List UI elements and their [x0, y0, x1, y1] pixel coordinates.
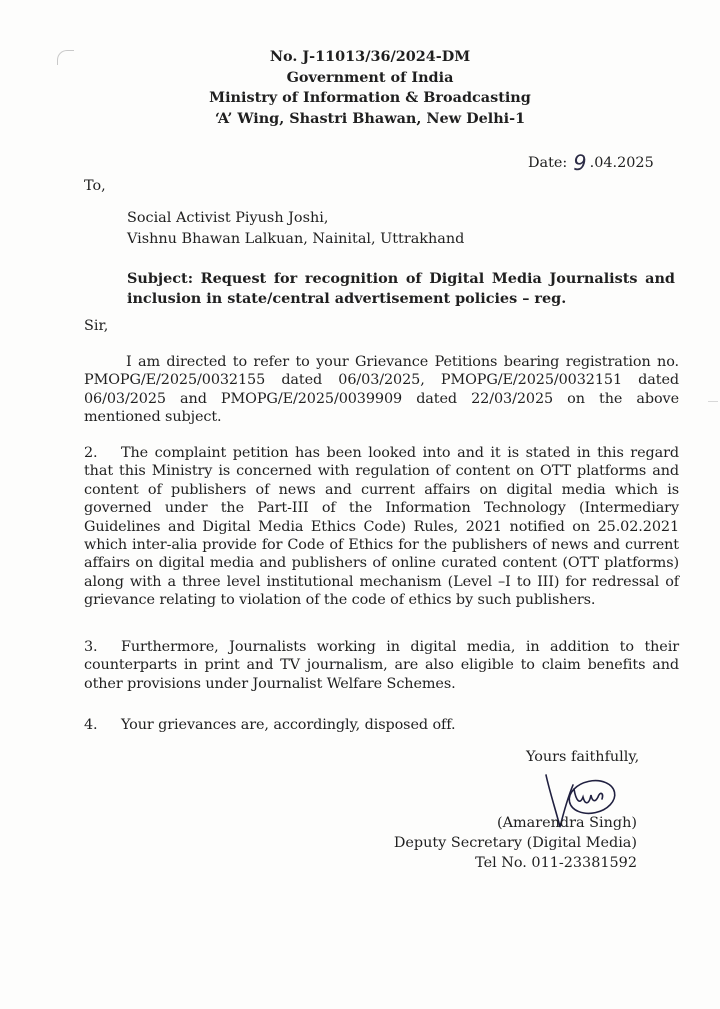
- government-name: Government of India: [286, 68, 454, 86]
- paragraph-1: [84, 353, 679, 427]
- paragraph-4: [84, 716, 679, 734]
- subject-line: Subject: Request for recognition of Digital Media Journalists and inclusion in state/central advertisement policies – reg.: [127, 270, 675, 307]
- date-day-handwritten: 9: [573, 151, 587, 175]
- paragraph-number: 2.: [84, 445, 98, 461]
- signatory-designation: Deputy Secretary (Digital Media): [393, 835, 637, 851]
- paragraph-2: [84, 444, 679, 610]
- letter-date: [528, 148, 654, 175]
- paragraph-text: The complaint petition has been looked into and it is stated in this regard that this Ministry is concerned with regulation of content on OTT platforms and content of publishers of news and current affairs on digital media which is governed under the Part-III of the Information Technology (Intermediary Guidelines and Digital Media Ethics Code) Rules, 2021 notified on 25.02.2021 which inter-alia provide for Code of Ethics for the publishers of news and current affairs on digital media and publishers of online curated content (OTT platforms) along with a three level institutional mechanism (Level –I to III) for redressal of grievance relating to violation of the code of ethics by such publishers.: [84, 445, 679, 609]
- addressee-name: Social Activist Piyush Joshi,: [127, 210, 329, 226]
- signatory-name: (Amarendra Singh): [497, 815, 637, 831]
- paragraph-text: Your grievances are, accordingly, disposed off.: [121, 717, 456, 733]
- paragraph-text: I am directed to refer to your Grievance Petitions bearing registration no. PMOPG/E/2025/0032155 dated 06/03/2025, PMOPG/E/2025/0032151 dated 06/03/2025 and PMOPG/E/2025/0039909 dated 22/03/2025 on the above mentioned subject.: [84, 354, 679, 426]
- signatory-phone: Tel No. 011-23381592: [475, 855, 637, 871]
- office-address: ‘A’ Wing, Shastri Bhawan, New Delhi-1: [214, 109, 526, 127]
- page-edge-mark: [708, 401, 718, 402]
- paragraph-text: Furthermore, Journalists working in digital media, in addition to their counterparts in print and TV journalism, are also eligible to claim benefits and other provisions under Journalist Welfare Schemes.: [84, 639, 679, 692]
- paragraph-3: [84, 638, 679, 693]
- salutation: Sir,: [84, 318, 109, 334]
- addressee-block: [127, 208, 464, 249]
- date-label: Date:: [528, 155, 568, 171]
- paragraph-number: 4.: [84, 717, 98, 733]
- ministry-name: Ministry of Information & Broadcasting: [209, 89, 531, 106]
- reference-number: No. J-11013/36/2024-DM: [269, 48, 471, 65]
- closing-line: Yours faithfully,: [526, 749, 640, 765]
- to-label: To,: [84, 178, 106, 194]
- addressee-address: Vishnu Bhawan Lalkuan, Nainital, Uttrakhand: [127, 230, 465, 247]
- paragraph-number: 3.: [84, 639, 98, 655]
- letter-header: [0, 47, 720, 129]
- date-month-year: .04.2025: [589, 155, 654, 171]
